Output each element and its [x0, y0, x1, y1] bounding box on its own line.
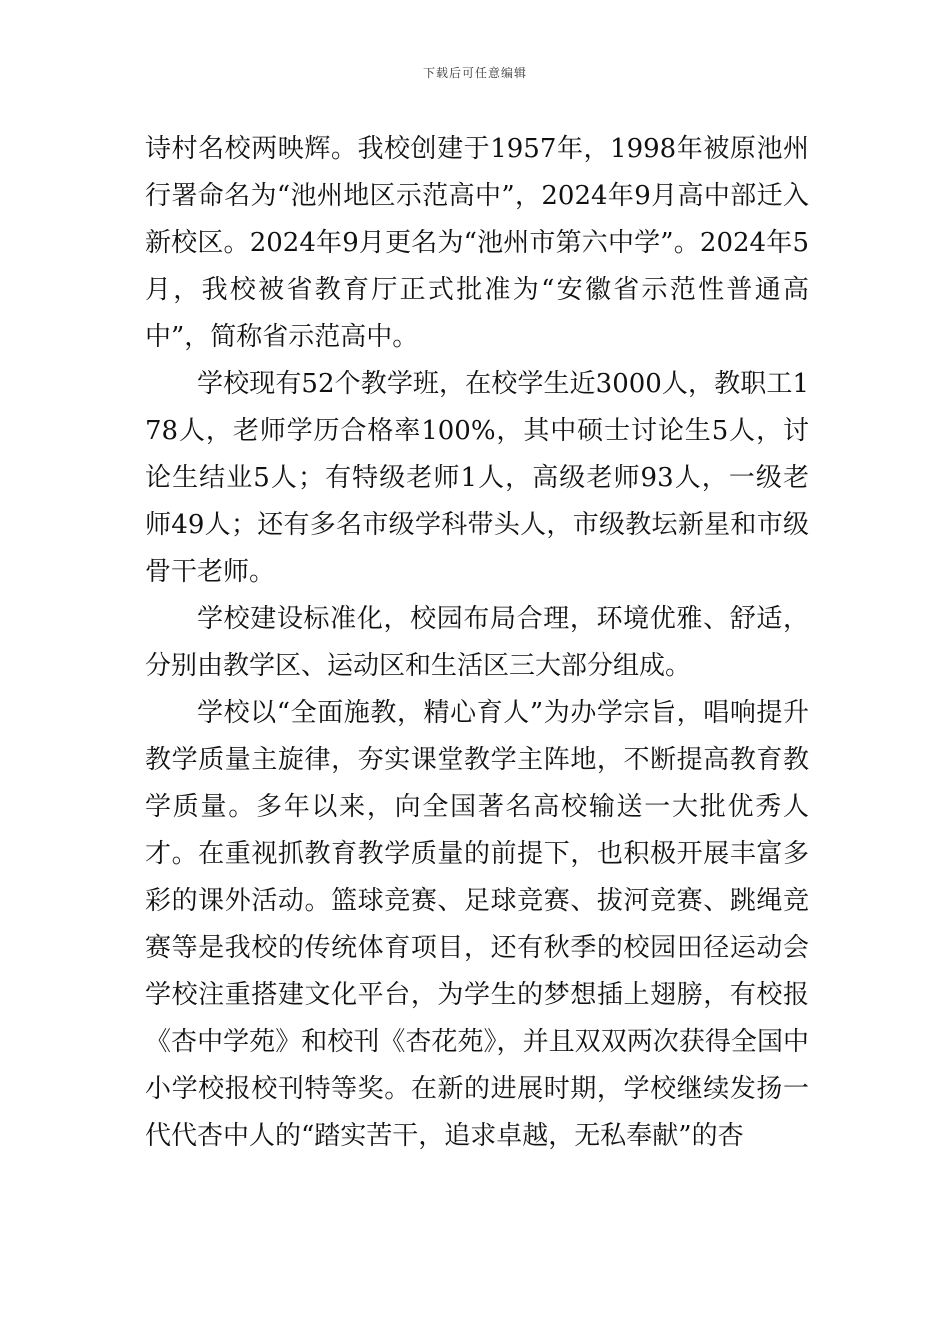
- page-header: 下载后可任意编辑: [422, 66, 527, 80]
- paragraph-philosophy: 学校以“全面施教，精心育人”为办学宗旨，唱响提升教学质量主旋律，夯实课堂教学主阵地，不断提高教育教学质量。多年以来，向全国著名高校输送一大批优秀人才。在重视抓教育教学质量的前提下，也积极开展丰富多彩的课外活动。篮球竞赛、足球竞赛、拔河竞赛、跳绳竞赛等是我校的传统体育项目，还有秋季的校园田径运动会学校注重搭建文化平台，为学生的梦想插上翅膀，有校报《杏中学苑》和校刊《杏花苑》，并且双双两次获得全国中小学校报校刊特等奖。在新的进展时期，学校继续发扬一代代杏中人的“踏实苦干，追求卓越，无私奉献”的杏: [145, 698, 809, 1151]
- paragraph-staff: 学校现有52个教学班，在校学生近3000人，教职工178人，老师学历合格率100%，其中硕士讨论生5人，讨论生结业5人；有特级老师1人，高级老师93人，一级老师49人；还有多名市级学科带头人，市级教坛新星和市级骨干老师。: [145, 369, 809, 587]
- paragraph-history: 诗村名校两映辉。我校创建于1957年，1998年被原池州行署命名为“池州地区示范高中”，2024年9月高中部迁入新校区。2024年9月更名为“池州市第六中学”。2024年5月，我校被省教育厅正式批准为“安徽省示范性普通高中”，简称省示范高中。: [145, 134, 809, 352]
- document-body: [145, 126, 809, 1160]
- paragraph-campus: 学校建设标准化，校园布局合理，环境优雅、舒适，分别由教学区、运动区和生活区三大部分组成。: [145, 604, 809, 681]
